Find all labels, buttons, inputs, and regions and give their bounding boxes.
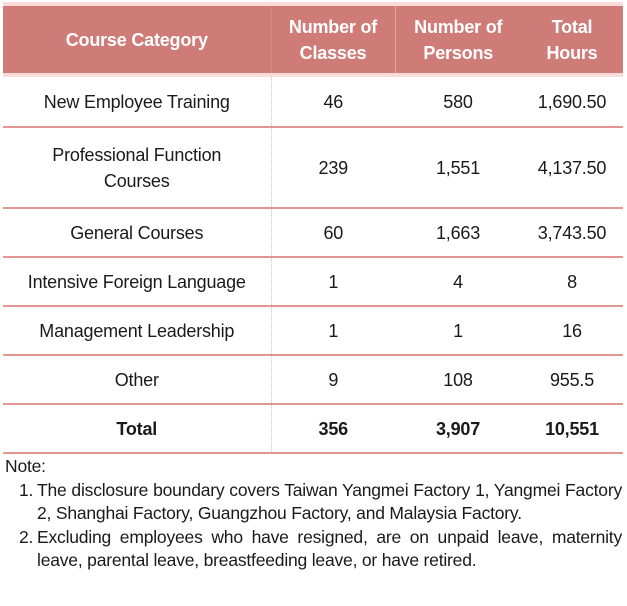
cell-persons: 108 [395, 355, 521, 404]
cell-category: Management Leadership [3, 306, 271, 355]
table-row [3, 257, 623, 306]
notes-title: Note: [5, 456, 46, 476]
table-row [3, 127, 623, 208]
cell-category-text: Professional Function Courses [52, 144, 222, 191]
cell-total-hours: 10,551 [521, 404, 623, 453]
training-statistics-table [3, 2, 623, 454]
cell-persons: 1,663 [395, 208, 521, 257]
table-total-row [3, 404, 623, 453]
training-table-container [3, 2, 623, 454]
cell-total-label: Total [3, 404, 271, 453]
cell-classes: 9 [271, 355, 395, 404]
header-label-line2: Classes [299, 42, 367, 63]
table-header [3, 2, 623, 77]
header-label-line1: Total [551, 16, 593, 37]
header-total-hours [521, 6, 623, 73]
header-label-line2: Persons [423, 42, 494, 63]
cell-hours: 3,743.50 [521, 208, 623, 257]
note-item [5, 526, 622, 573]
cell-classes: 1 [271, 257, 395, 306]
cell-total-classes: 356 [271, 404, 395, 453]
cell-classes: 60 [271, 208, 395, 257]
cell-persons: 1,551 [395, 127, 521, 208]
cell-classes: 46 [271, 77, 395, 127]
cell-hours: 8 [521, 257, 623, 306]
header-label: Course Category [65, 29, 208, 50]
note-item [5, 479, 622, 526]
note-text: Excluding employees who have resigned, are on unpaid leave, maternity leave, parental leave, breastfeeding leave, or have retired. [37, 526, 622, 570]
table-row [3, 77, 623, 127]
table-body [3, 77, 623, 453]
table-row [3, 208, 623, 257]
table-row [3, 306, 623, 355]
table-row [3, 355, 623, 404]
header-label-line1: Number of [414, 16, 503, 37]
note-text: The disclosure boundary covers Taiwan Yangmei Factory 1, Yangmei Factory 2, Shanghai Factory, Guangzhou Factory, and Malaysia Factory. [37, 479, 622, 523]
header-number-of-persons [395, 6, 521, 73]
cell-classes: 1 [271, 306, 395, 355]
header-course-category [3, 6, 271, 73]
header-label-line1: Number of [288, 16, 378, 37]
cell-category [3, 127, 271, 208]
cell-persons: 4 [395, 257, 521, 306]
cell-persons: 1 [395, 306, 521, 355]
cell-category: Intensive Foreign Language [3, 257, 271, 306]
note-number: 1. [19, 479, 34, 500]
cell-hours: 16 [521, 306, 623, 355]
cell-total-persons: 3,907 [395, 404, 521, 453]
cell-hours: 1,690.50 [521, 77, 623, 127]
cell-hours: 955.5 [521, 355, 623, 404]
cell-hours: 4,137.50 [521, 127, 623, 208]
header-label-line2: Hours [546, 42, 598, 63]
cell-category: New Employee Training [3, 77, 271, 127]
notes-section [5, 455, 622, 573]
header-number-of-classes [271, 6, 395, 73]
cell-persons: 580 [395, 77, 521, 127]
cell-classes: 239 [271, 127, 395, 208]
cell-category: General Courses [3, 208, 271, 257]
note-number: 2. [19, 526, 34, 547]
notes-list [5, 479, 622, 573]
cell-category: Other [3, 355, 271, 404]
